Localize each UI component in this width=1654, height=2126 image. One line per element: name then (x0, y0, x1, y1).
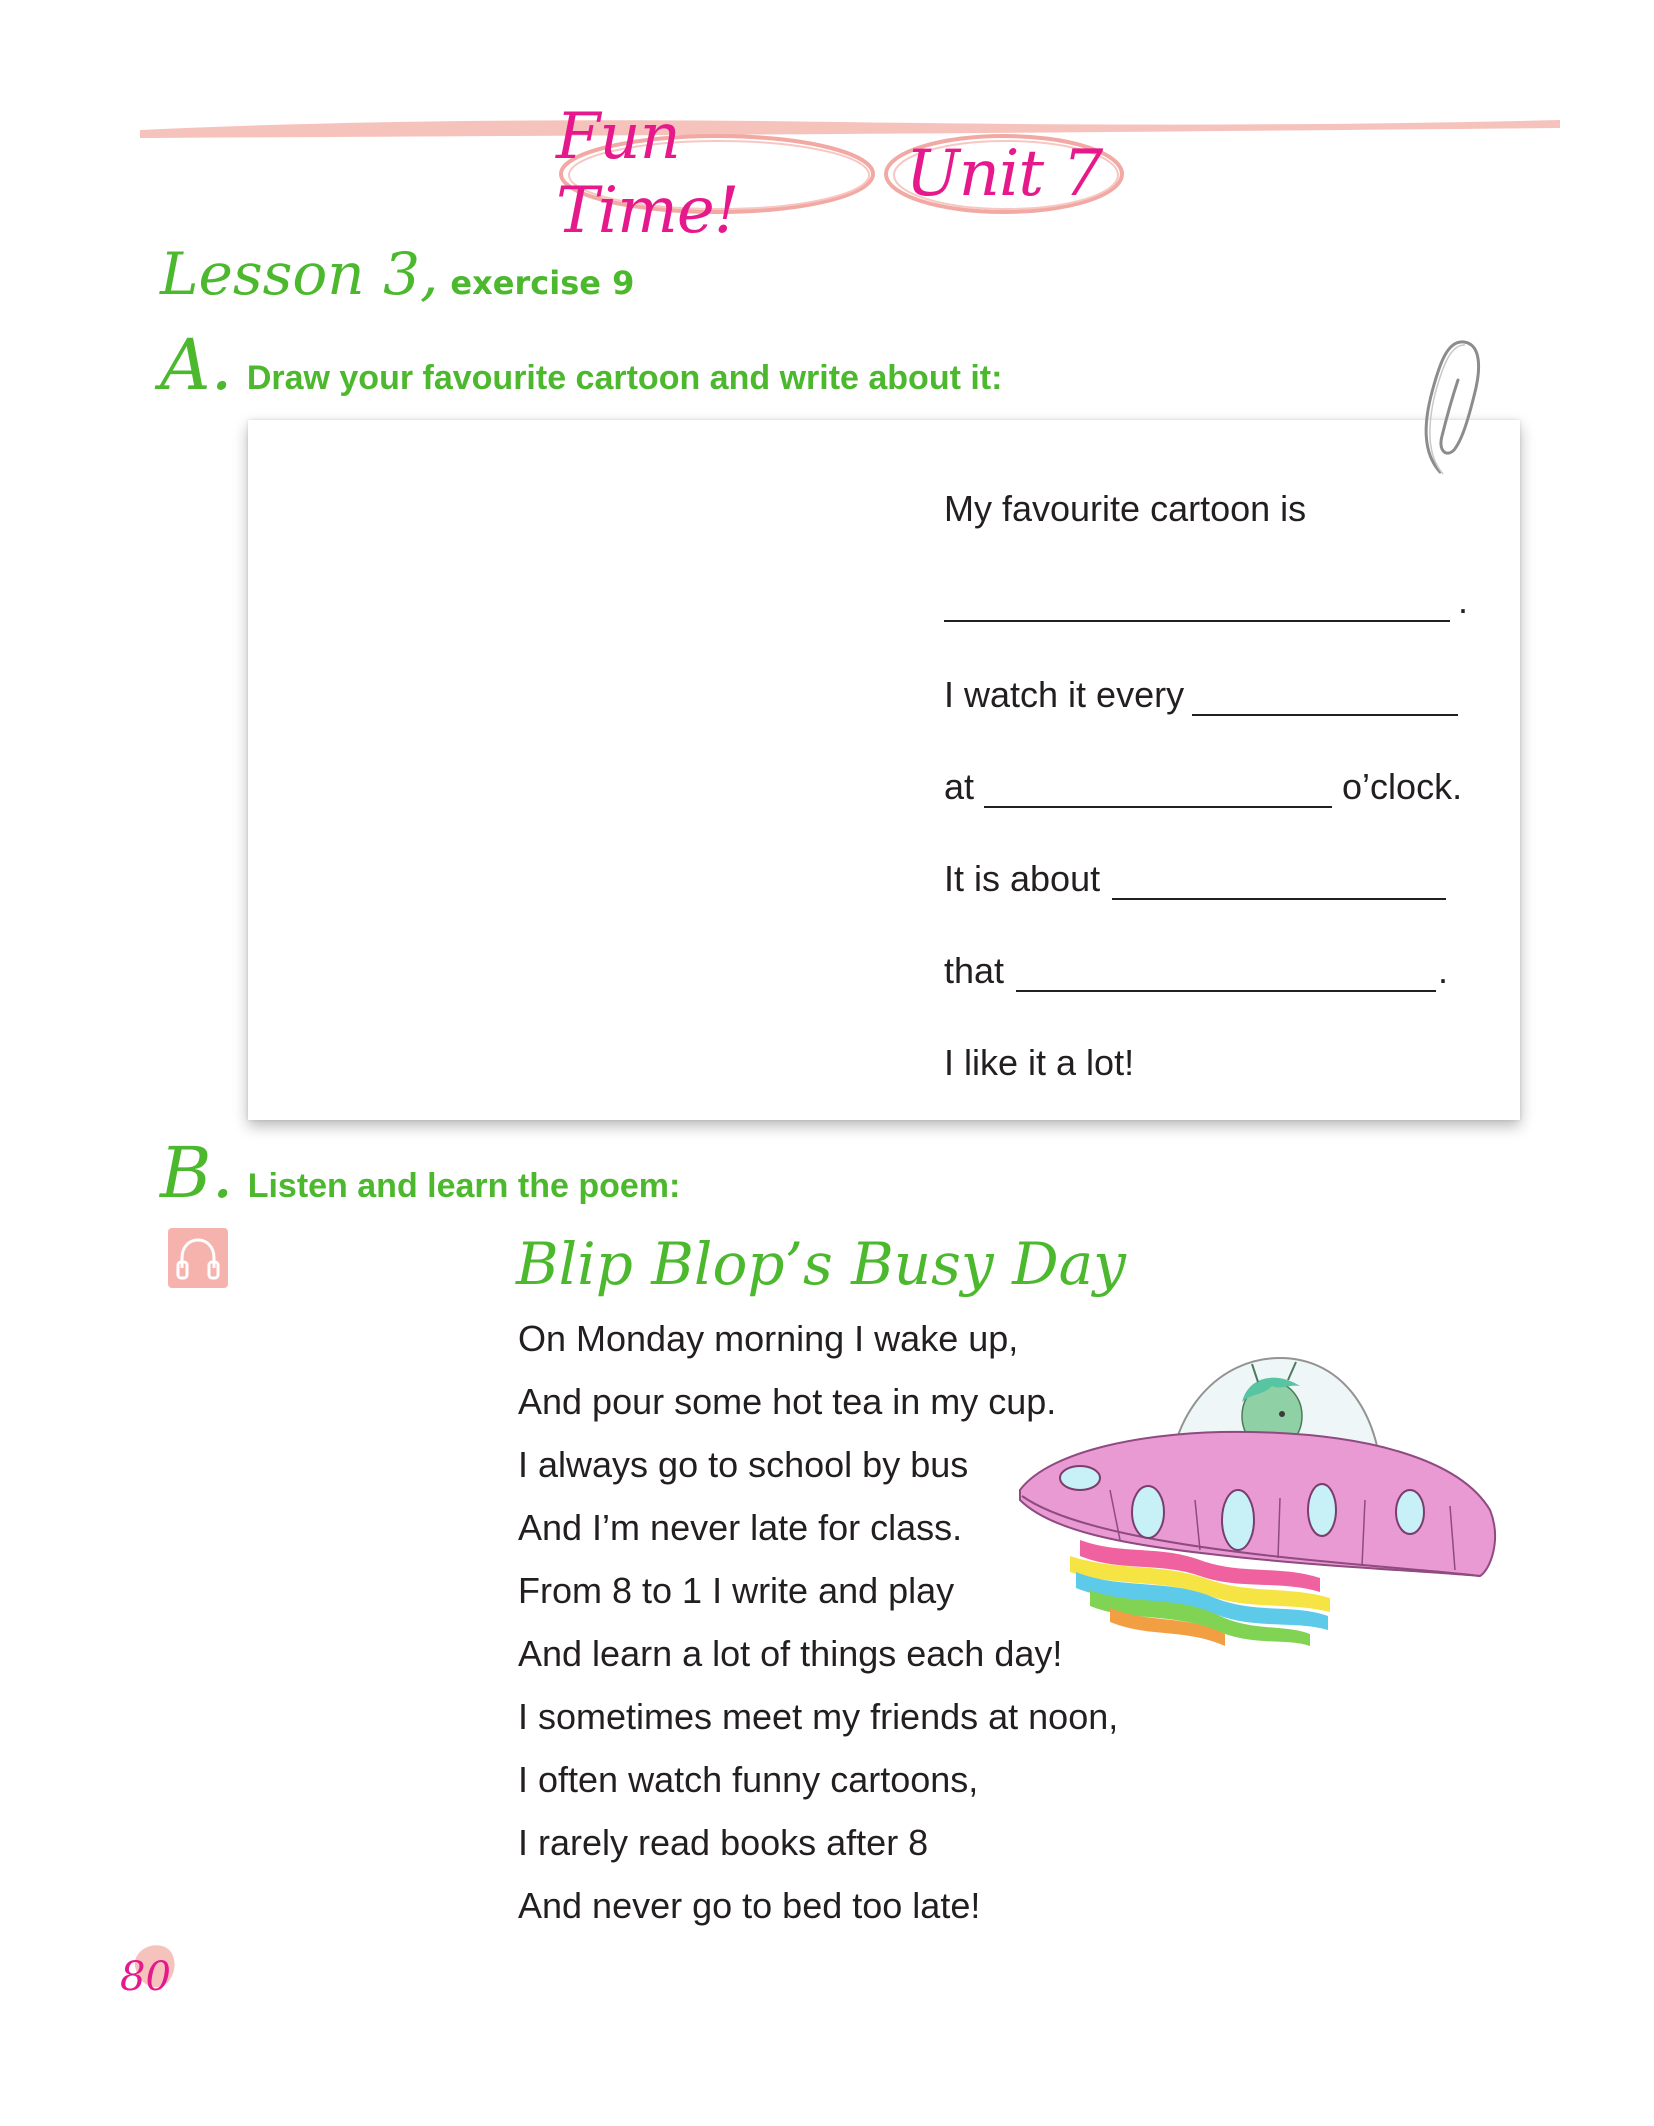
blank-cartoon-name[interactable] (944, 614, 1450, 622)
page-number: 80 (120, 1954, 171, 2000)
section-b-heading (160, 1132, 681, 1214)
headphones-icon[interactable] (168, 1228, 228, 1288)
poem-line: And I’m never late for class. (518, 1507, 963, 1548)
line-2-end: . (1458, 580, 1469, 621)
line-at-oclock (944, 766, 1462, 808)
blank-time[interactable] (984, 800, 1332, 808)
line-5-text: It is about (944, 858, 1101, 899)
poem-line: And pour some hot tea in my cup. (518, 1381, 1057, 1422)
line-it-is-about (944, 858, 1454, 900)
poem-line: On Monday morning I wake up, (518, 1318, 1019, 1359)
paperclip-icon (1418, 332, 1488, 482)
line-favourite-cartoon (944, 488, 1306, 530)
blank-about[interactable] (1112, 892, 1446, 900)
ufo-alien-illustration (1010, 1340, 1520, 1700)
lesson-heading (160, 240, 634, 308)
line-7-text: I like it a lot! (944, 1042, 1135, 1083)
section-b-instruction: Listen and learn the poem: (247, 1167, 681, 1205)
poem-line: And never go to bed too late! (518, 1885, 981, 1926)
blank-day[interactable] (1192, 708, 1458, 716)
line-4-start: at (944, 766, 975, 807)
poem-line: I often watch funny cartoons, (518, 1759, 979, 1800)
line-6-end: . (1438, 950, 1449, 991)
poem-line: I sometimes meet my friends at noon, (518, 1696, 1119, 1737)
section-a-heading (160, 324, 1003, 406)
line-4-end: o’clock. (1342, 766, 1463, 807)
poem-line: From 8 to 1 I write and play (518, 1570, 955, 1611)
lesson-label: Lesson 3, (160, 240, 439, 308)
poem-line: I always go to school by bus (518, 1444, 969, 1485)
poem-line: And learn a lot of things each day! (518, 1633, 1063, 1674)
drawing-area[interactable] (248, 420, 888, 1120)
poem-line: I rarely read books after 8 (518, 1822, 929, 1863)
line-1-text: My favourite cartoon is (944, 488, 1307, 529)
line-like-it (944, 1042, 1134, 1084)
drawing-card (248, 420, 1520, 1120)
section-b-letter: B. (160, 1132, 234, 1214)
section-a-letter: A. (160, 324, 233, 406)
line-cartoon-blank (944, 580, 1468, 622)
line-watch-every (944, 674, 1466, 716)
poem-title: Blip Blop’s Busy Day (516, 1230, 1126, 1298)
headphones-glyph (168, 1228, 228, 1288)
title-fun-time: Fun Time! (556, 100, 739, 248)
line-3-text: I watch it every (944, 674, 1185, 715)
title-right-box (882, 128, 1126, 220)
line-6-start: that (944, 950, 1005, 991)
line-that (944, 950, 1448, 992)
exercise-label: exercise 9 (450, 264, 635, 302)
title-left-box (556, 100, 878, 248)
title-unit: Unit 7 (905, 137, 1103, 211)
section-a-instruction: Draw your favourite cartoon and write about it: (246, 359, 1003, 397)
blank-that[interactable] (1016, 984, 1436, 992)
